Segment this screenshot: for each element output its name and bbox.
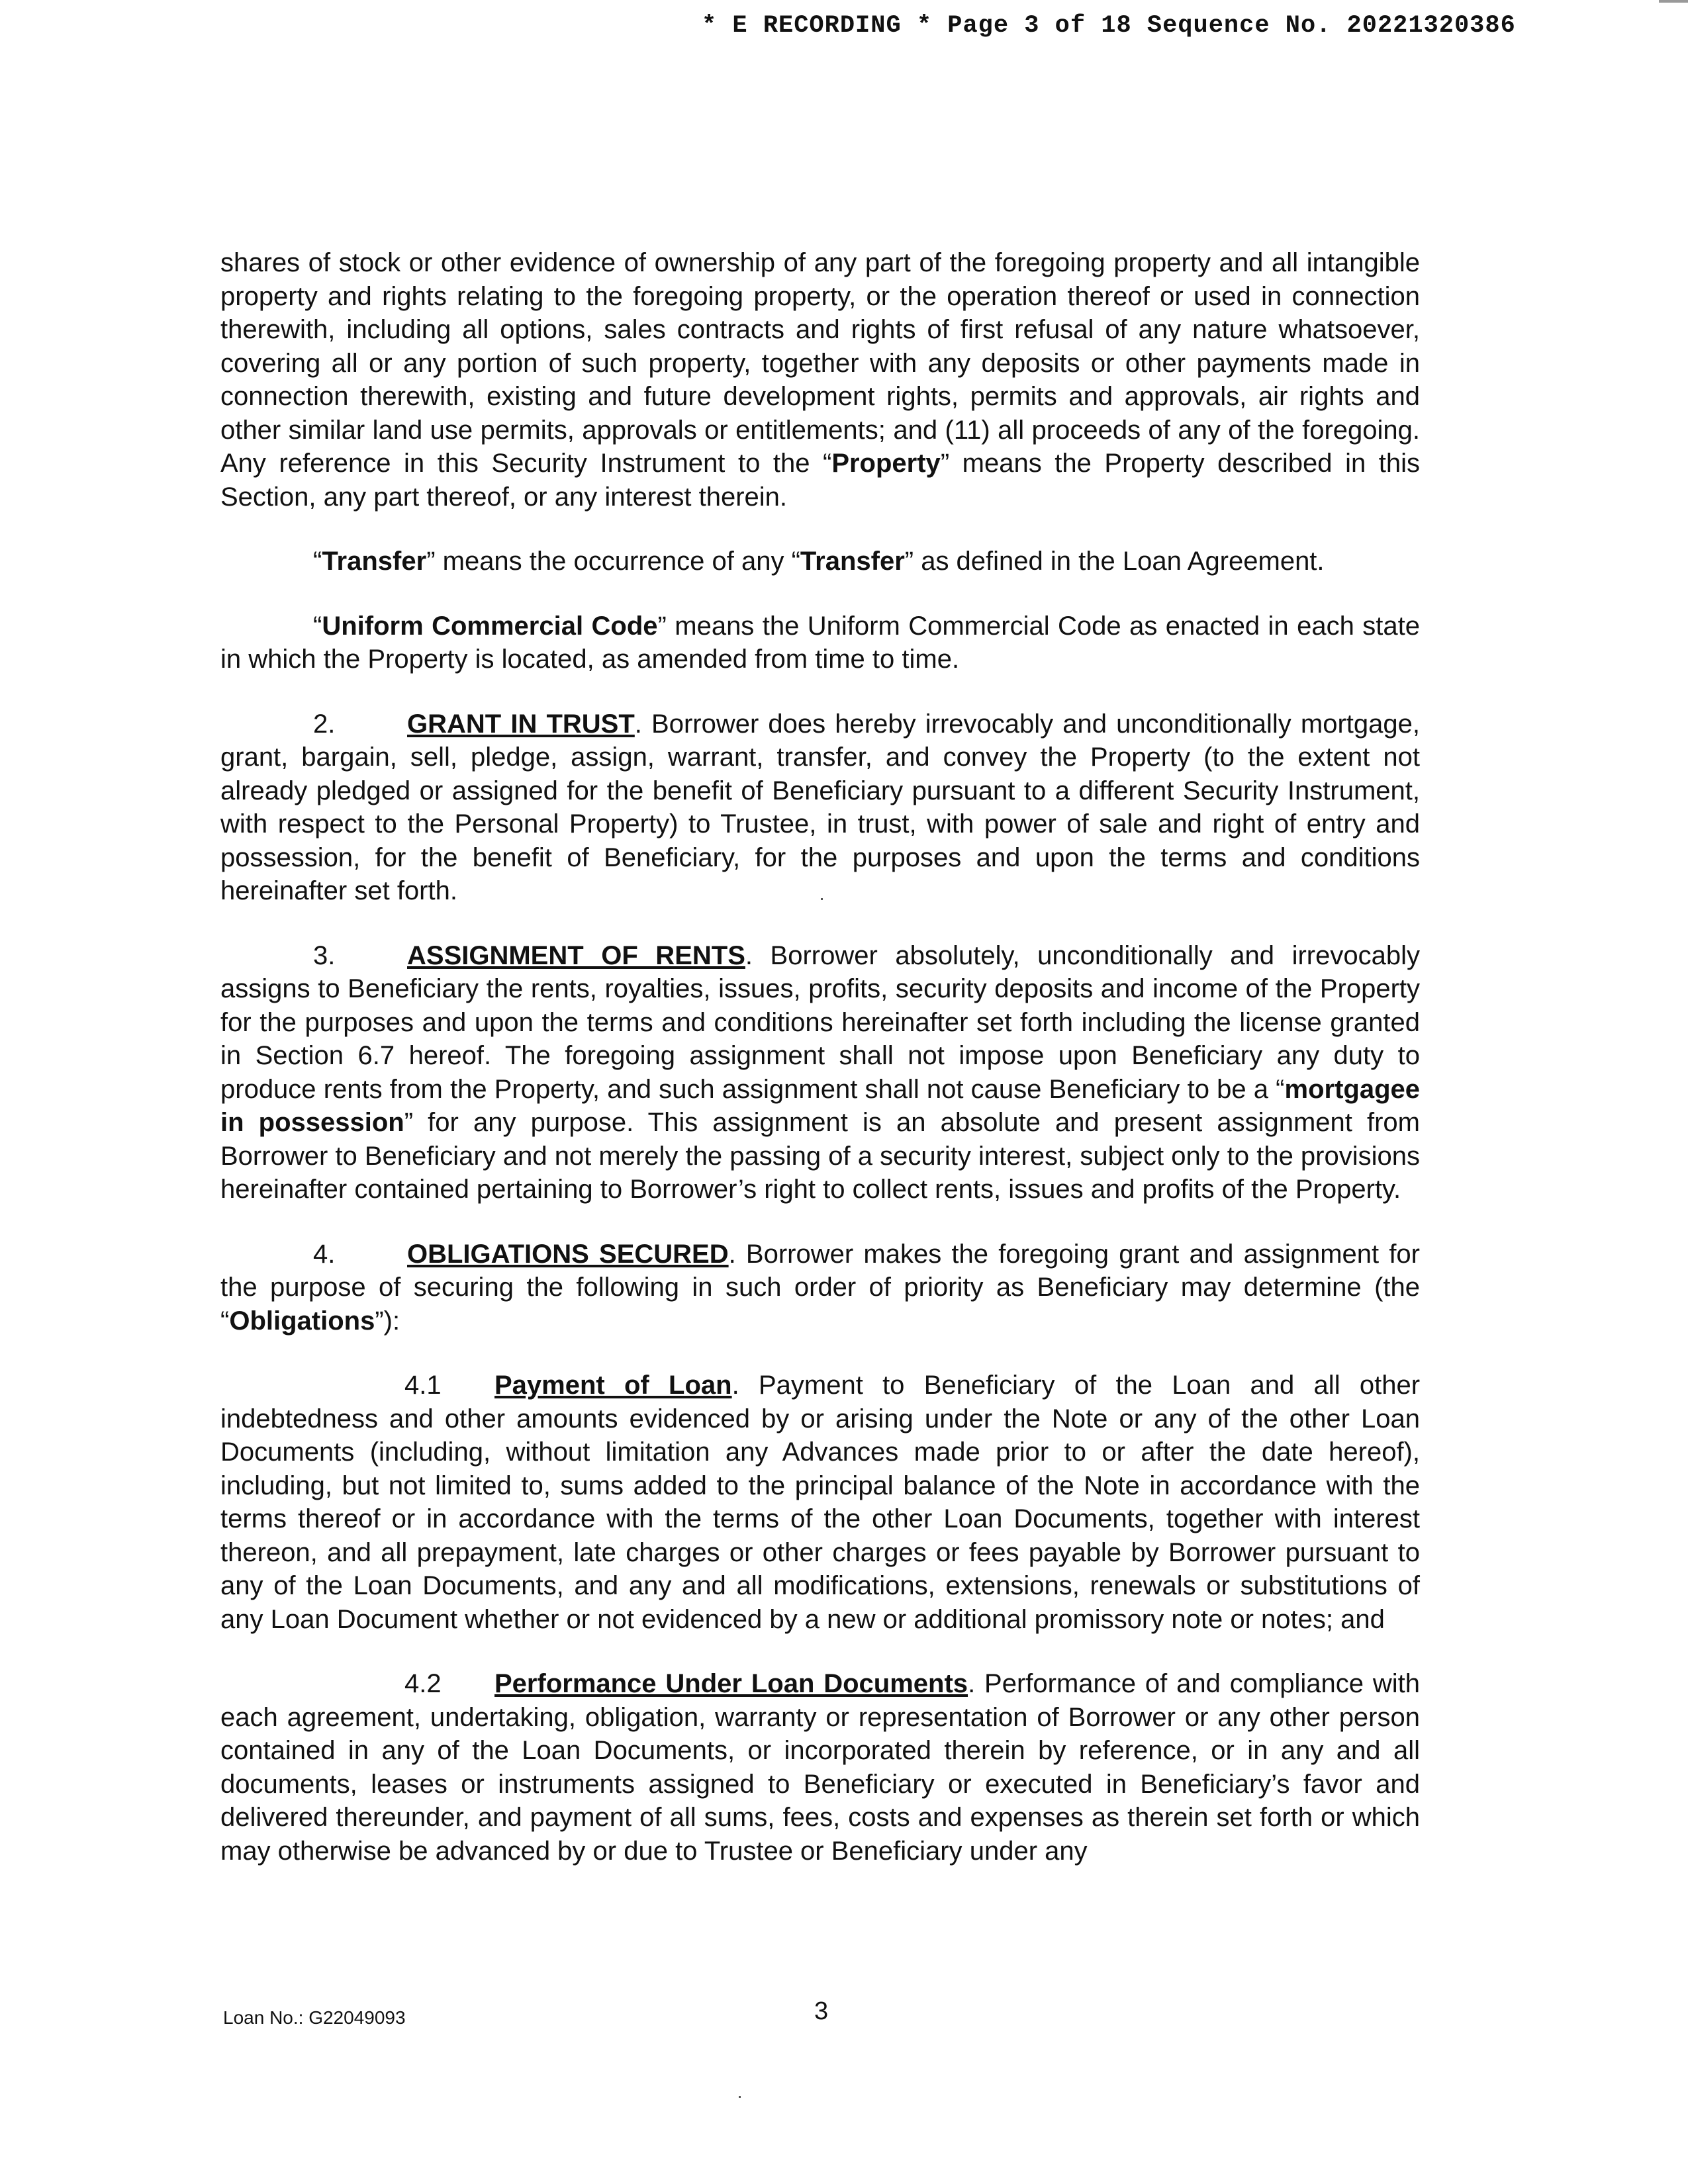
defined-term-mortgagee: mortgagee in possession — [220, 1074, 1420, 1137]
section-heading: GRANT IN TRUST — [407, 709, 635, 739]
scan-corner-mark — [1659, 0, 1688, 3]
section-3-assignment-of-rents: 3. ASSIGNMENT OF RENTS. Borrower absolutely, unconditionally and irrevocably assigns to Beneficiary the rents, royalties, issues, profits, security deposits and income of the Property for the purposes and upon the terms and conditions hereinafter set forth including the license granted in Section 6.7 hereof. The foregoing assignment shall not impose upon Beneficiary any duty to produce rents from the Property, and such assignment shall not cause Beneficiary to be a “mortgagee in possession” for any purpose. This assignment is an absolute and present assignment from Borrower to Beneficiary and not merely the passing of a security interest, subject only to the provisions hereinafter contained pertaining to Borrower’s right to collect rents, issues and profits of the Property. — [220, 939, 1420, 1206]
section-4-obligations-secured: 4. OBLIGATIONS SECURED. Borrower makes the foregoing grant and assignment for the purpose of securing the following in such order of priority as Beneficiary may determine (the “Obligations”): — [220, 1238, 1420, 1338]
defined-term-property: Property — [831, 449, 941, 478]
paragraph-transfer-definition: “Transfer” means the occurrence of any “Transfer” as defined in the Loan Agreement. — [313, 547, 1325, 576]
section-number: 4. — [313, 1239, 336, 1269]
section-heading: Performance Under Loan Documents — [494, 1669, 968, 1698]
section-2-grant-in-trust: 2. GRANT IN TRUST. Borrower does hereby irrevocably and unconditionally mortgage, grant, bargain, sell, pledge, assign, warrant, transfer, and convey the Property (to the extent not already pledged or assigned for the benefit of Beneficiary pursuant to a different Security Instrument, with respect to the Personal Property) to Trustee, in trust, with power of sale and right of entry and possession, for the benefit of Beneficiary, for the purposes and upon the terms and conditions hereinafter set forth. — [220, 707, 1420, 908]
loan-number: Loan No.: G22049093 — [223, 2007, 406, 2028]
section-number: 4.2 — [404, 1669, 442, 1698]
section-4-1-payment-of-loan: 4.1 Payment of Loan. Payment to Beneficiary of the Loan and all other indebtedness and other amounts evidenced by or arising under the Note or any of the other Loan Documents (including, without limitation any Advances made prior to or after the date hereof), including, but not limited to, sums added to the principal balance of the Note in accordance with the terms thereof or in accordance with the terms of the other Loan Documents, together with interest thereon, and all prepayment, late charges or other charges or fees payable by Borrower pursuant to any of the Loan Documents, and any and all modifications, extensions, renewals or substitutions of any Loan Document whether or not evidenced by a new or additional promissory note or notes; and — [220, 1369, 1420, 1636]
scan-speck — [739, 2096, 741, 2098]
defined-term-ucc: Uniform Commercial Code — [322, 611, 658, 641]
section-number: 2. — [313, 709, 336, 739]
paragraph-property-definition: shares of stock or other evidence of ownership of any part of the foregoing property and all intangible property and rights relating to the foregoing property, or the operation thereof or used in connection therewith, including all options, sales contracts and rights of first refusal of any nature whatsoever, covering all or any portion of such property, together with any deposits or other payments made in connection therewith, existing and future development rights, permits and approvals, air rights and other similar land use permits, approvals or entitlements; and (11) all proceeds of any of the foregoing. Any reference in this Security Instrument to the “Property” means the Property described in this Section, any part thereof, or any interest therein. — [220, 248, 1420, 512]
section-heading: OBLIGATIONS SECURED — [407, 1239, 729, 1269]
section-heading: ASSIGNMENT OF RENTS — [407, 940, 745, 970]
document-body — [220, 246, 1420, 1899]
recording-header: * E RECORDING * Page 3 of 18 Sequence No. 20221320386 — [702, 12, 1516, 40]
defined-term-transfer-2: Transfer — [800, 547, 905, 576]
section-number: 4.1 — [404, 1371, 442, 1400]
section-4-2-performance: 4.2 Performance Under Loan Documents. Performance of and compliance with each agreement, undertaking, obligation, warranty or representation of Borrower or any other person contained in any of the Loan Documents, or incorporated therein by reference, or in any and all documents, leases or instruments assigned to Beneficiary or executed in Beneficiary’s favor and delivered thereunder, and payment of all sums, fees, costs and expenses as therein set forth or which may otherwise be advanced by or due to Trustee or Beneficiary under any — [220, 1667, 1420, 1868]
paragraph-ucc-definition: “Uniform Commercial Code” means the Uniform Commercial Code as enacted in each state in which the Property is located, as amended from time to time. — [220, 611, 1420, 674]
section-number: 3. — [313, 940, 336, 970]
defined-term-transfer: Transfer — [322, 547, 427, 576]
defined-term-obligations: Obligations — [229, 1306, 375, 1336]
section-heading: Payment of Loan — [494, 1371, 732, 1400]
page-number: 3 — [814, 1997, 829, 2025]
scan-speck — [821, 898, 823, 900]
